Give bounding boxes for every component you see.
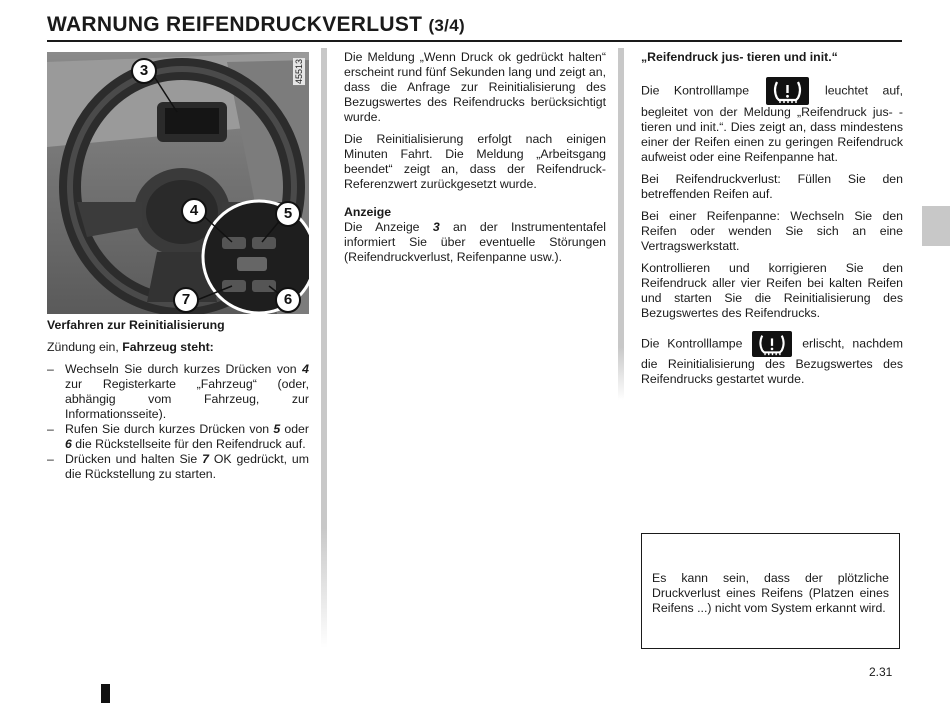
paragraph [344, 220, 606, 265]
text: Die Kontrolllampe [641, 83, 750, 98]
chapter-tab [922, 206, 950, 246]
paragraph: Bei Reifendruckverlust: Füllen Sie den betreffenden Reifen auf. [641, 172, 903, 201]
step-ref: 6 [65, 437, 72, 451]
message-heading: „Reifendruck jus- tieren und init.“ [641, 50, 838, 64]
step-text: die Rückstellseite für den Reifendruck auf. [71, 437, 306, 451]
callout-7: 7 [173, 287, 199, 313]
column-1 [47, 318, 309, 482]
reinit-heading: Verfahren zur Reinitialisierung [47, 318, 225, 332]
list-item [47, 422, 309, 452]
step-ref: 5 [273, 422, 281, 436]
page-title [47, 13, 465, 37]
column-divider-2 [618, 48, 624, 400]
column-2 [344, 50, 606, 272]
step-text: Drücken und halten Sie [65, 452, 203, 466]
callout-5: 5 [275, 201, 301, 227]
reinit-intro [47, 340, 309, 355]
tire-pressure-warning-icon [766, 77, 809, 105]
tire-pressure-warning-icon [752, 331, 792, 357]
paragraph: Die Reinitialisierung erfolgt nach einigen Minuten Fahrt. Die Meldung „Arbeitsgang beendet“ zeigt an, dass der Reifendruck-Referenzwert zurückgesetzt wurde. [344, 132, 606, 191]
page-edge-marker [101, 684, 110, 703]
column-divider-1 [321, 48, 327, 648]
steering-wheel-figure [47, 52, 309, 314]
title-text: WARNUNG REIFENDRUCKVERLUST [47, 13, 423, 36]
title-rule [47, 40, 902, 42]
text: Die Kontrolllampe [641, 336, 743, 351]
display-heading: Anzeige [344, 205, 392, 219]
ref: 3 [432, 220, 440, 234]
callout-6: 6 [275, 287, 301, 313]
text: erlischt, nachdem die Reinitialisierung des Bezugswertes des Reifendrucks gestartet wurde. [641, 336, 904, 386]
intro-bold: Fahrzeug steht: [122, 340, 214, 354]
paragraph: Kontrollieren und korrigieren Sie den Reifendruck aller vier Reifen bei kalten Reifen und starten Sie die Reinitialisierung des Bezugswertes des Reifendrucks. [641, 261, 903, 320]
paragraph: Die Meldung „Wenn Druck ok gedrückt halten“ erscheint rund fünf Sekunden lang und zeigt an, dass die Anfrage zur Reinitialisierung des Bezugswertes des Reifendrucks berücksichtigt wurde. [344, 50, 606, 124]
list-item [47, 362, 309, 422]
paragraph [641, 331, 903, 387]
callout-3: 3 [131, 58, 157, 84]
intro-plain: Zündung ein, [47, 340, 123, 354]
text: Die Anzeige [344, 220, 433, 234]
figure-id: 45513 [294, 59, 304, 85]
step-text: Rufen Sie durch kurzes Drücken von [65, 422, 274, 436]
column-3 [641, 50, 903, 394]
note-box [641, 533, 900, 649]
steering-wheel-illustration [47, 52, 309, 314]
callout-4: 4 [181, 198, 207, 224]
text: an der Instrumententafel informiert Sie über eventuelle Störungen (Reifendruckverlust, Reifenpanne usw.). [344, 220, 607, 264]
paragraph: Bei einer Reifenpanne: Wechseln Sie den Reifen oder wenden Sie sich an eine Vertragswerkstatt. [641, 209, 903, 253]
text: leuchtet auf, begleitet von der Meldung „Reifendruck jus- -tieren und init.“. Dies zeigt an, dass mindestens einer der Reifen einen zu geringen Reifendruck aufweist oder eine Reifenpanne hat. [641, 83, 904, 164]
title-part: (3/4) [428, 16, 465, 35]
step-ref: 4 [302, 362, 309, 376]
step-text: zur Registerkarte „Fahrzeug“ (oder, abhängig vom Fahrzeug, zur Informationsseite). [65, 377, 309, 421]
step-text: oder [280, 422, 309, 436]
page-number: 2.31 [869, 665, 893, 679]
list-item [47, 452, 309, 482]
reinit-steps [47, 362, 309, 482]
step-text: OK gedrückt, um die Rückstellung zu starten. [65, 452, 309, 481]
paragraph [641, 77, 903, 165]
step-text: Wechseln Sie durch kurzes Drücken von [65, 362, 303, 376]
note-text: Es kann sein, dass der plötzliche Druckverlust eines Reifens (Platzen eines Reifens ...) nicht vom System erkannt wird. [652, 571, 889, 615]
step-ref: 7 [202, 452, 209, 466]
